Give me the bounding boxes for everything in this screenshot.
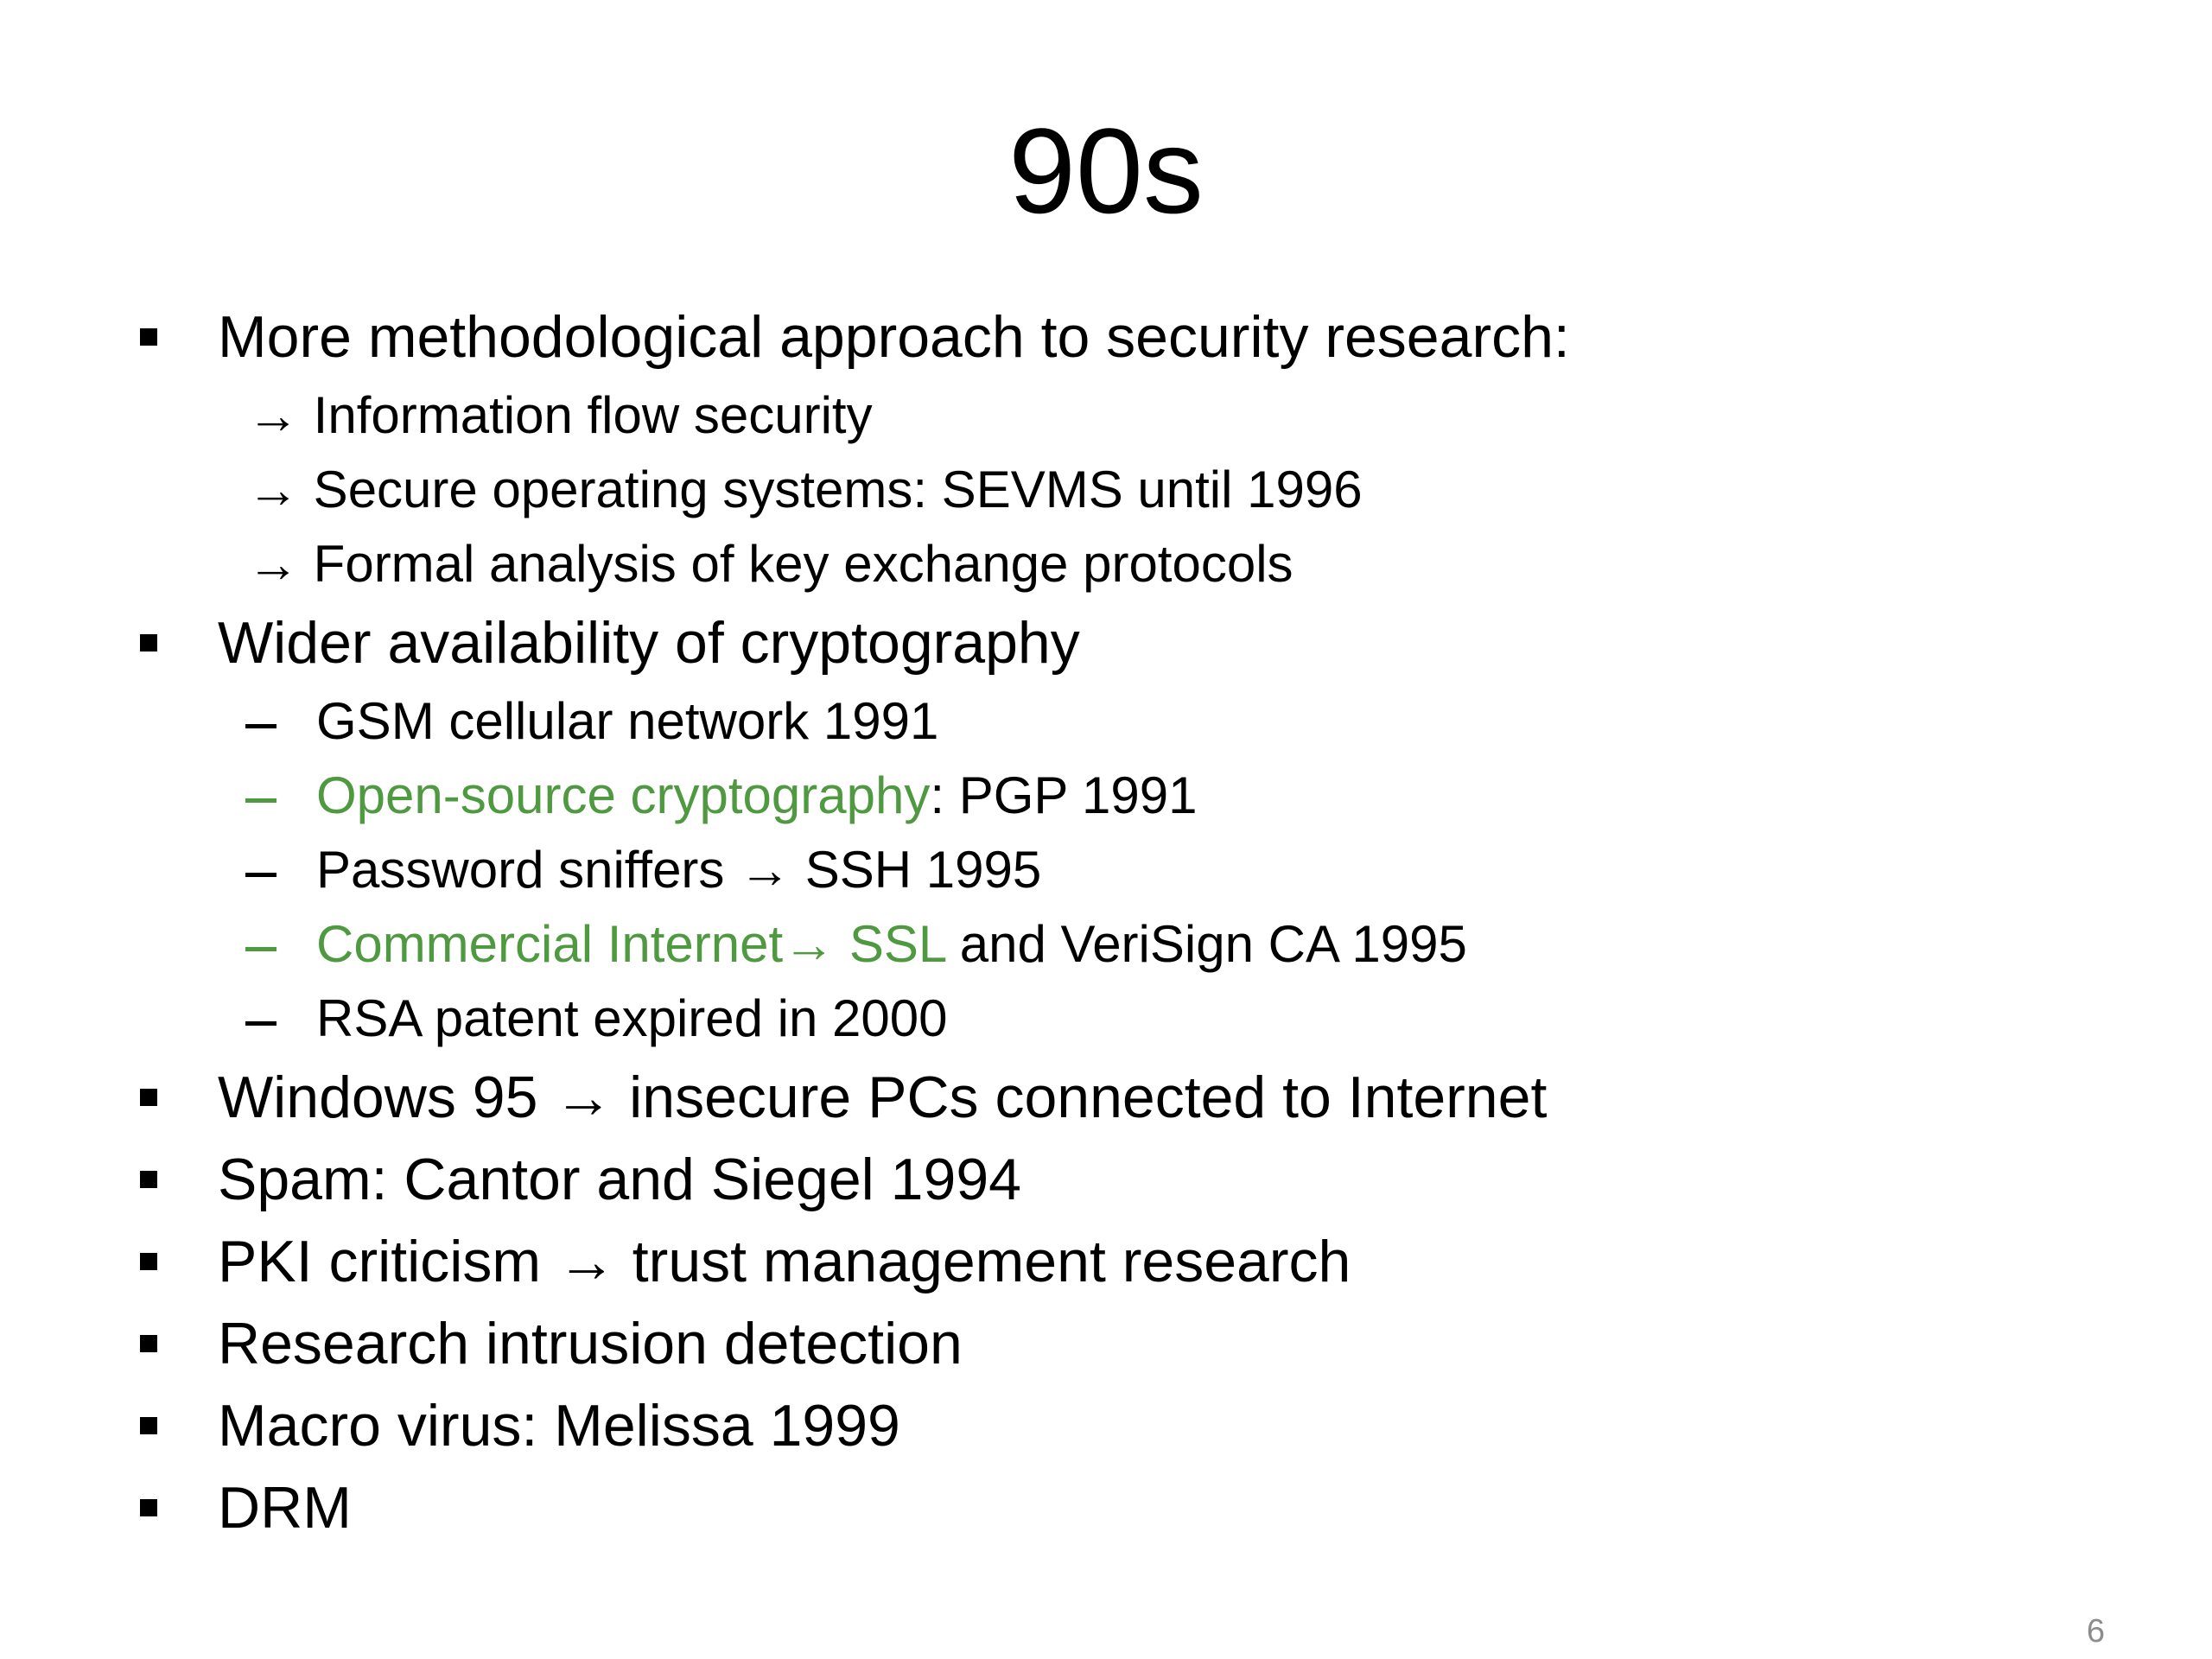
square-bullet-icon [140,1335,157,1352]
dash-item-text: GSM cellular network 1991 [316,692,939,750]
sub-item-information-flow: → Information flow security [247,386,873,444]
dash-item-gsm [316,688,938,755]
bullet-item-intrusion-detection: Research intrusion detection [218,1311,963,1376]
dash-item-text: : PGP 1991 [930,766,1198,824]
bullet-item-windows-95: Windows 95 → insecure PCs connected to Internet [218,1065,1548,1130]
square-bullet-icon [140,1499,157,1516]
dash-bullet-icon [245,873,276,877]
page-number: 6 [2086,1613,2105,1649]
sub-item-secure-operating-systems: → Secure operating systems: SEVMS until 1996 [247,461,1363,518]
square-bullet-icon [140,1089,157,1106]
dash-bullet-icon [245,798,276,803]
dash-item-password-sniffers [316,836,1041,904]
dash-bullet-icon [245,724,276,728]
dash-bullet-icon [245,947,276,951]
highlighted-text: Commercial Internet→ SSL [316,915,946,973]
square-bullet-icon [140,1417,157,1434]
bullet-item-spam: Spam: Cantor and Siegel 1994 [218,1147,1021,1212]
dash-item-rsa-patent [316,985,948,1052]
slide-title: 90s [1008,103,1204,238]
bullet-item-wider-availability: Wider availability of cryptography [218,610,1080,676]
dash-item-commercial-internet [316,911,1467,978]
dash-item-text: RSA patent expired in 2000 [316,989,948,1047]
bullet-item-methodological-approach: More methodological approach to security research: [218,304,1570,370]
dash-bullet-icon [245,1021,276,1026]
square-bullet-icon [140,328,157,346]
dash-item-text: and VeriSign CA 1995 [945,915,1467,973]
dash-item-open-source [316,762,1198,830]
dash-item-text: Password sniffers → SSH 1995 [316,841,1042,899]
square-bullet-icon [140,634,157,652]
highlighted-text: Open-source cryptography [316,766,931,824]
sub-item-formal-analysis: → Formal analysis of key exchange protocols [247,535,1294,593]
bullet-item-pki-criticism: PKI criticism → trust management research [218,1229,1351,1294]
bullet-item-macro-virus: Macro virus: Melissa 1999 [218,1393,900,1459]
square-bullet-icon [140,1253,157,1270]
bullet-item-drm: DRM [218,1475,352,1541]
square-bullet-icon [140,1171,157,1188]
